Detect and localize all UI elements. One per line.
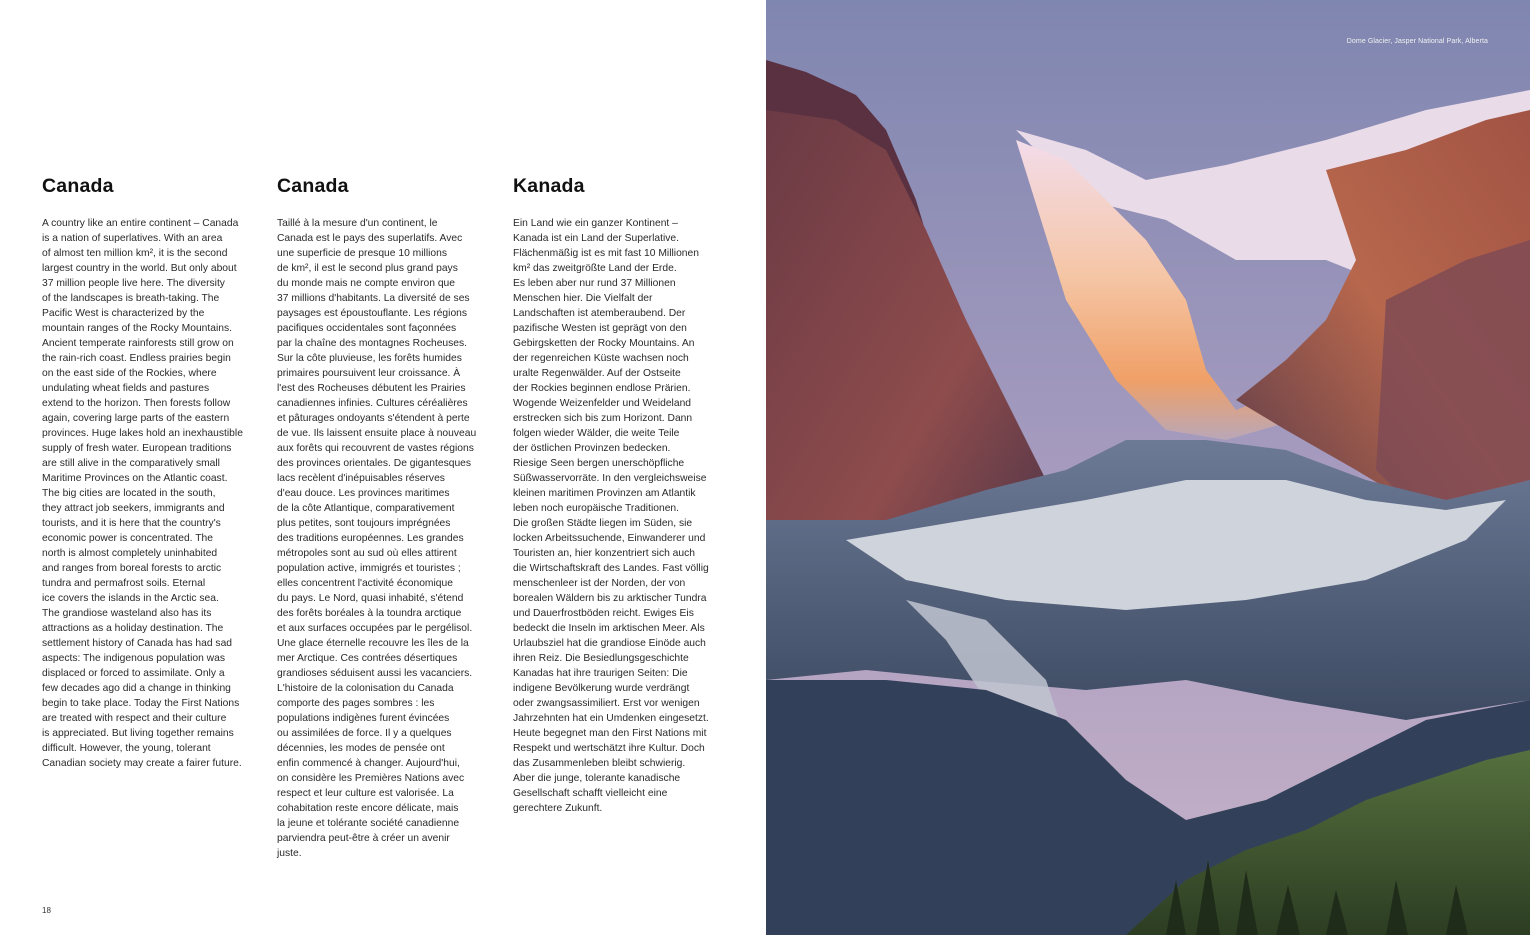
body-line: comporte des pages sombres : les — [277, 698, 435, 709]
body-line: Menschen hier. Die Vielfalt der — [513, 293, 653, 304]
body-line: borealen Wäldern bis zu arktischer Tundra — [513, 593, 707, 604]
body-line: and ranges from boreal forests to arctic — [42, 563, 222, 574]
body-line: Touristen an, hier konzentriert sich auch — [513, 548, 696, 559]
column-english — [42, 173, 264, 771]
body-line: gerechtere Zukunft. — [513, 803, 603, 814]
body-line: die Wirtschaftskraft des Landes. Fast völlig — [513, 563, 709, 574]
glacier-photo — [766, 0, 1530, 935]
body-line: Gebirgsketten der Rocky Mountains. An — [513, 338, 695, 349]
body-line: largest country in the world. But only about — [42, 263, 237, 274]
body-line: Aber die junge, tolerante kanadische — [513, 773, 681, 784]
body-line: primaires poursuivent leur croissance. À — [277, 368, 461, 379]
body-line: Flächenmäßig ist es mit fast 10 Millionen — [513, 248, 699, 259]
body-line: The grandiose wasteland also has its — [42, 608, 212, 619]
body-line: Wogende Weizenfelder und Weideland — [513, 398, 692, 409]
body-line: again, covering large parts of the eastern — [42, 413, 230, 424]
body-line: la jeune et tolérante société canadienne — [277, 818, 460, 829]
column-body-english — [42, 216, 264, 771]
body-line: folgen wieder Wälder, die weite Teile — [513, 428, 680, 439]
body-line: l'est des Rocheuses débutent les Prairies — [277, 383, 466, 394]
body-line: indigene Bevölkerung wurde verdrängt — [513, 683, 690, 694]
body-line: provinces. Huge lakes hold an inexhaustible — [42, 428, 243, 439]
body-line: of the landscapes is breath-taking. The — [42, 293, 220, 304]
body-line: begin to take place. Today the First Nations — [42, 698, 240, 709]
body-line: d'eau douce. Les provinces maritimes — [277, 488, 450, 499]
column-french — [277, 173, 501, 861]
body-line: parviendra peut-être à créer un avenir — [277, 833, 450, 844]
body-line: et aux surfaces occupées par le pergélisol. — [277, 623, 473, 634]
body-line: aspects: The indigenous population was — [42, 653, 225, 664]
body-line: Jahrzehnten hat ein Umdenken eingesetzt. — [513, 713, 709, 724]
body-line: Es leben aber nur rund 37 Millionen — [513, 278, 676, 289]
body-line: Süßwasservorräte. In den vergleichsweise — [513, 473, 707, 484]
column-body-german — [513, 216, 735, 816]
body-line: und Dauerfrostböden reicht. Ewiges Eis — [513, 608, 694, 619]
body-line: bedeckt die Inseln im arktischen Meer. Als — [513, 623, 705, 634]
body-line: oder zwangsassimiliert. Erst vor wenigen — [513, 698, 700, 709]
body-line: du monde mais ne compte environ que — [277, 278, 456, 289]
body-line: das Zusammenleben bleibt schwierig. — [513, 758, 686, 769]
body-line: Taillé à la mesure d'un continent, le — [277, 218, 438, 229]
body-line: paysages est époustouflante. Les régions — [277, 308, 468, 319]
body-line: der Rockies beginnen endlose Prärien. — [513, 383, 691, 394]
body-line: populations indigènes furent évincées — [277, 713, 450, 724]
body-line: mer Arctique. Ces contrées désertiques — [277, 653, 458, 664]
photo-caption: Dome Glacier, Jasper National Park, Alberta — [1346, 38, 1488, 45]
body-line: canadiennes infinies. Cultures céréalières — [277, 398, 468, 409]
body-line: Canada est le pays des superlatifs. Avec — [277, 233, 463, 244]
body-line: du pays. Le Nord, quasi inhabité, s'étend — [277, 593, 464, 604]
body-line: des traditions européennes. Les grandes — [277, 533, 464, 544]
body-line: Pacific West is characterized by the — [42, 308, 205, 319]
body-line: Urlaubsziel hat die grandiose Einöde auch — [513, 638, 706, 649]
body-line: attractions as a holiday destination. The — [42, 623, 224, 634]
body-line: north is almost completely uninhabited — [42, 548, 218, 559]
body-line: grandioses séduisent aussi les vacanciers. — [277, 668, 473, 679]
body-line: 37 million people live here. The diversity — [42, 278, 225, 289]
body-line: they attract job seekers, immigrants and — [42, 503, 225, 514]
body-line: erstrecken sich bis zum Horizont. Dann — [513, 413, 693, 424]
body-line: leben noch europäische Traditionen. — [513, 503, 680, 514]
body-line: of almost ten million km², it is the second — [42, 248, 228, 259]
body-line: supply of fresh water. European traditions — [42, 443, 232, 454]
body-line: Heute begegnet man den First Nations mit — [513, 728, 707, 739]
body-line: juste. — [277, 848, 302, 859]
body-line: mountain ranges of the Rocky Mountains. — [42, 323, 233, 334]
body-line: Kanadas hat ihre traurigen Seiten: Die — [513, 668, 688, 679]
body-line: aux forêts qui recouvrent de vastes régions — [277, 443, 474, 454]
body-line: extend to the horizon. Then forests follow — [42, 398, 231, 409]
body-line: menschenleer ist der Norden, der von — [513, 578, 686, 589]
body-line: few decades ago did a change in thinking — [42, 683, 231, 694]
body-line: métropoles sont au sud où elles attirent — [277, 548, 457, 559]
body-line: are treated with respect and their culture — [42, 713, 227, 724]
column-title-german: Kanada — [513, 175, 585, 197]
body-line: décennies, les modes de pensée ont — [277, 743, 445, 754]
body-line: Respekt und wertschätzt ihre Kultur. Doch — [513, 743, 705, 754]
body-line: ice covers the islands in the Arctic sea. — [42, 593, 219, 604]
body-line: ou assimilées de force. Il y a quelques — [277, 728, 452, 739]
body-line: L'histoire de la colonisation du Canada — [277, 683, 454, 694]
body-line: displaced or forced to assimilate. Only a — [42, 668, 225, 679]
body-line: economic power is concentrated. The — [42, 533, 213, 544]
body-line: A country like an entire continent – Canada — [42, 218, 239, 229]
body-line: respect et leur culture est valorisée. La — [277, 788, 454, 799]
column-title-english: Canada — [42, 175, 114, 197]
body-line: une superficie de presque 10 millions — [277, 248, 447, 259]
body-line: kleinen maritimen Provinzen am Atlantik — [513, 488, 696, 499]
page-number: 18 — [42, 906, 51, 915]
body-line: Kanada ist ein Land der Superlative. — [513, 233, 680, 244]
body-line: 37 millions d'habitants. La diversité de ses — [277, 293, 470, 304]
body-line: settlement history of Canada has had sad — [42, 638, 233, 649]
body-line: on considère les Premières Nations avec — [277, 773, 465, 784]
body-line: the rain-rich coast. Endless prairies begin — [42, 353, 231, 364]
body-line: enfin commencé à changer. Aujourd'hui, — [277, 758, 460, 769]
body-line: The big cities are located in the south, — [42, 488, 216, 499]
body-line: undulating wheat fields and pastures — [42, 383, 210, 394]
body-line: plus petites, sont toujours imprégnées — [277, 518, 451, 529]
body-line: Ancient temperate rainforests still grow on — [42, 338, 234, 349]
body-line: is a nation of superlatives. With an area — [42, 233, 223, 244]
body-line: cohabitation reste encore délicate, mais — [277, 803, 459, 814]
column-german — [513, 173, 735, 816]
body-line: Une glace éternelle recouvre les îles de la — [277, 638, 469, 649]
body-line: elles concentrent l'activité économique — [277, 578, 453, 589]
body-line: der regenreichen Küste wachsen noch — [513, 353, 689, 364]
body-line: uralte Regenwälder. Auf der Ostseite — [513, 368, 681, 379]
body-line: is appreciated. But living together remains — [42, 728, 234, 739]
body-line: Ein Land wie ein ganzer Kontinent – — [513, 218, 678, 229]
body-line: de km², il est le second plus grand pays — [277, 263, 458, 274]
body-line: Sur la côte pluvieuse, les forêts humides — [277, 353, 462, 364]
column-body-french — [277, 216, 501, 861]
body-line: Riesige Seen bergen unerschöpfliche — [513, 458, 685, 469]
body-line: et pâturages ondoyants s'étendent à perte — [277, 413, 470, 424]
body-line: Gesellschaft schafft vielleicht eine — [513, 788, 668, 799]
column-title-french: Canada — [277, 175, 349, 197]
body-line: pazifische Westen ist geprägt von den — [513, 323, 687, 334]
body-line: tundra and permafrost soils. Eternal — [42, 578, 206, 589]
body-line: tourists, and it is here that the country's — [42, 518, 221, 529]
body-line: des provinces orientales. De gigantesques — [277, 458, 472, 469]
body-line: Canadian society may create a fairer future. — [42, 758, 242, 769]
body-line: km² das zweitgrößte Land der Erde. — [513, 263, 677, 274]
body-line: ihren Reiz. Die Besiedlungsgeschichte — [513, 653, 689, 664]
body-line: Maritime Provinces on the Atlantic coast. — [42, 473, 228, 484]
body-line: pacifiques occidentales sont façonnées — [277, 323, 457, 334]
body-line: Landschaften ist atemberaubend. Der — [513, 308, 686, 319]
body-line: der östlichen Provinzen bedecken. — [513, 443, 671, 454]
body-line: are still alive in the comparatively small — [42, 458, 220, 469]
body-line: de la côte Atlantique, comparativement — [277, 503, 455, 514]
body-line: on the east side of the Rockies, where — [42, 368, 217, 379]
body-line: par la chaîne des montagnes Rocheuses. — [277, 338, 468, 349]
glacier-illustration — [766, 0, 1530, 935]
body-line: de vue. Ils laissent ensuite place à nouveau — [277, 428, 477, 439]
body-line: lacs recèlent d'inépuisables réserves — [277, 473, 445, 484]
body-line: des forêts boréales à la toundra arctique — [277, 608, 462, 619]
body-line: difficult. However, the young, tolerant — [42, 743, 211, 754]
body-line: locken Arbeitssuchende, Einwanderer und — [513, 533, 706, 544]
body-line: Die großen Städte liegen im Süden, sie — [513, 518, 693, 529]
body-line: population active, immigrés et touristes ; — [277, 563, 461, 574]
